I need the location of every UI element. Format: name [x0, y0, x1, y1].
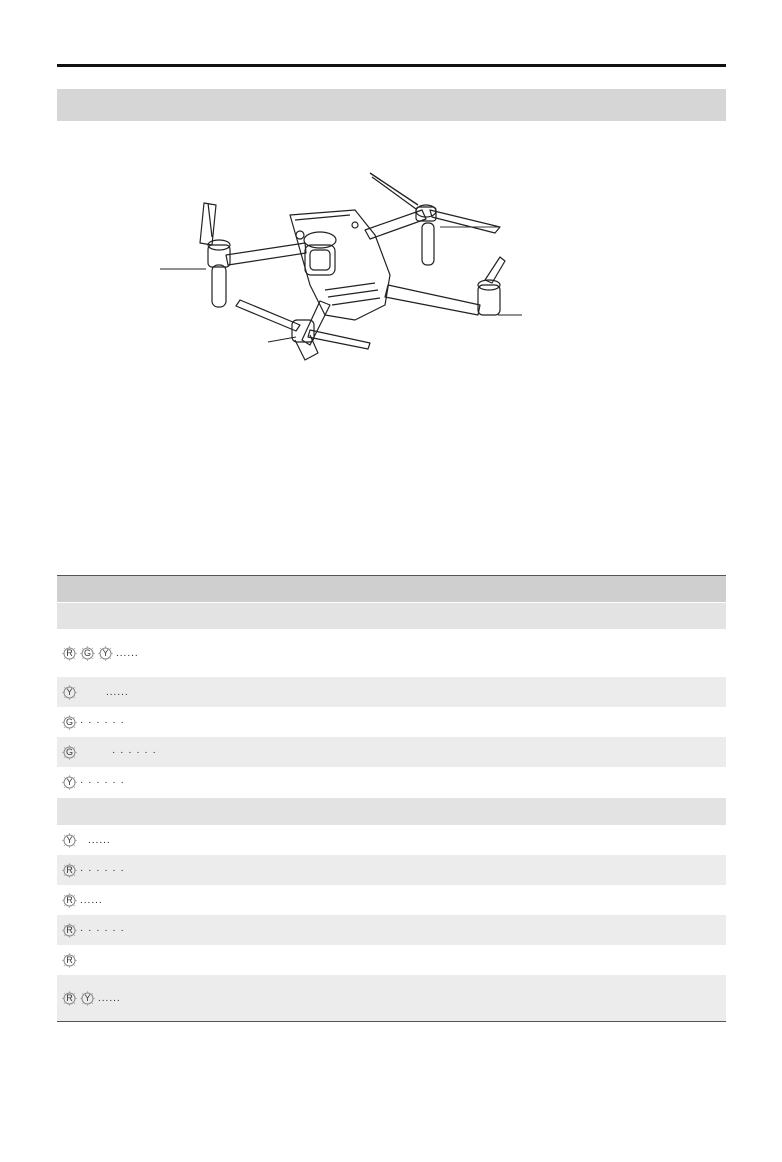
table-header-row: [57, 575, 726, 602]
table-row: [57, 825, 726, 855]
table-row: [57, 855, 726, 885]
top-rule: [57, 64, 726, 67]
table-row: [57, 707, 726, 737]
led-yellow-icon: Y: [80, 991, 95, 1006]
led-red-icon: R: [62, 991, 77, 1006]
led-yellow-icon: Y: [62, 833, 77, 848]
blink-pattern: · · · · · ·: [80, 716, 125, 728]
table-row: [57, 915, 726, 945]
blink-pattern: ......: [98, 992, 121, 1004]
table-row: [57, 975, 726, 1021]
table-section-normal: [57, 602, 726, 629]
led-red-icon: R: [62, 863, 77, 878]
led-green-icon: G: [65, 746, 73, 757]
led-yellow-icon: Y: [62, 775, 77, 790]
drone-illustration: [160, 165, 530, 370]
table-row: [57, 945, 726, 975]
led-green-icon: G: [65, 716, 73, 727]
blink-pattern: ......: [116, 647, 139, 659]
table-row: [57, 767, 726, 797]
led-green-icon: G: [83, 647, 91, 658]
blink-pattern: · · · · · ·: [112, 746, 157, 758]
blink-pattern: ......: [106, 686, 129, 698]
blink-pattern: ......: [80, 894, 103, 906]
section-heading-band: [57, 89, 726, 121]
table-row: [57, 677, 726, 707]
led-red-icon: R: [62, 646, 77, 661]
blink-pattern: · · · · · ·: [80, 776, 125, 788]
led-red-icon: R: [62, 923, 77, 938]
table-section-warning: [57, 797, 726, 825]
blink-pattern: · · · · · ·: [80, 864, 125, 876]
blink-pattern: ......: [88, 834, 111, 846]
led-red-icon: R: [62, 953, 77, 968]
led-yellow-icon: Y: [62, 685, 77, 700]
table-row: [57, 885, 726, 915]
led-status-table: [57, 575, 726, 1022]
led-red-icon: R: [62, 893, 77, 908]
table-row: [57, 629, 726, 677]
blink-pattern: · · · · · ·: [80, 924, 125, 936]
table-row: [57, 737, 726, 767]
led-yellow-icon: Y: [98, 646, 113, 661]
